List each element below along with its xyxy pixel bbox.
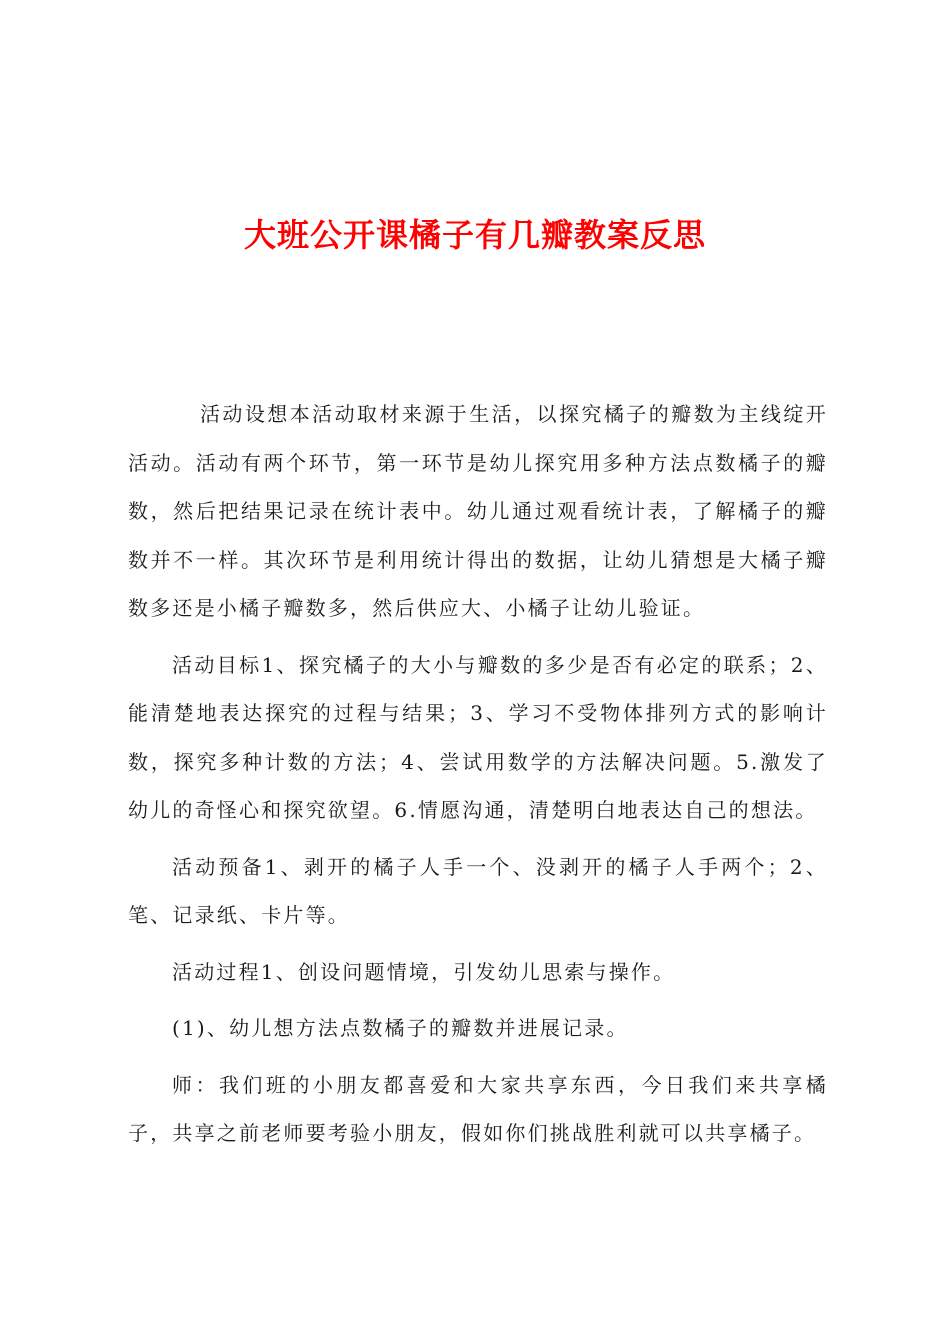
paragraph-activity-goals: 活动目标1、探究橘子的大小与瓣数的多少是否有必定的联系；2、能清楚地表达探究的过程与结果；3、学习不受物体排列方式的影响计数，探究多种计数的方法；4、尝试用数学的方法解决问题。5.激发了幼儿的奇怪心和探究欲望。6.情愿沟通，清楚明白地表达自己的想法。 xyxy=(128,652,828,822)
paragraph-teacher-dialogue: 师：我们班的小朋友都喜爱和大家共享东西，今日我们来共享橘子，共享之前老师要考验小朋友，假如你们挑战胜利就可以共享橘子。 xyxy=(128,1072,828,1145)
paragraph-activity-preparation: 活动预备1、剥开的橘子人手一个、没剥开的橘子人手两个；2、笔、记录纸、卡片等。 xyxy=(128,854,828,927)
document-body xyxy=(128,390,828,1166)
paragraph-activity-concept: 活动设想本活动取材来源于生活，以探究橘子的瓣数为主线绽开活动。活动有两个环节，第一环节是幼儿探究用多种方法点数橘子的瓣数，然后把结果记录在统计表中。幼儿通过观看统计表，了解橘子的瓣数并不一样。其次环节是利用统计得出的数据，让幼儿猜想是大橘子瓣数多还是小橘子瓣数多，然后供应大、小橘子让幼儿验证。 xyxy=(128,402,828,620)
paragraph-activity-process: 活动过程1、创设问题情境，引发幼儿思索与操作。 xyxy=(172,959,676,984)
paragraph-step-1: (1)、幼儿想方法点数橘子的瓣数并进展记录。 xyxy=(172,1016,629,1040)
document-title: 大班公开课橘子有几瓣教案反思 xyxy=(243,216,706,254)
